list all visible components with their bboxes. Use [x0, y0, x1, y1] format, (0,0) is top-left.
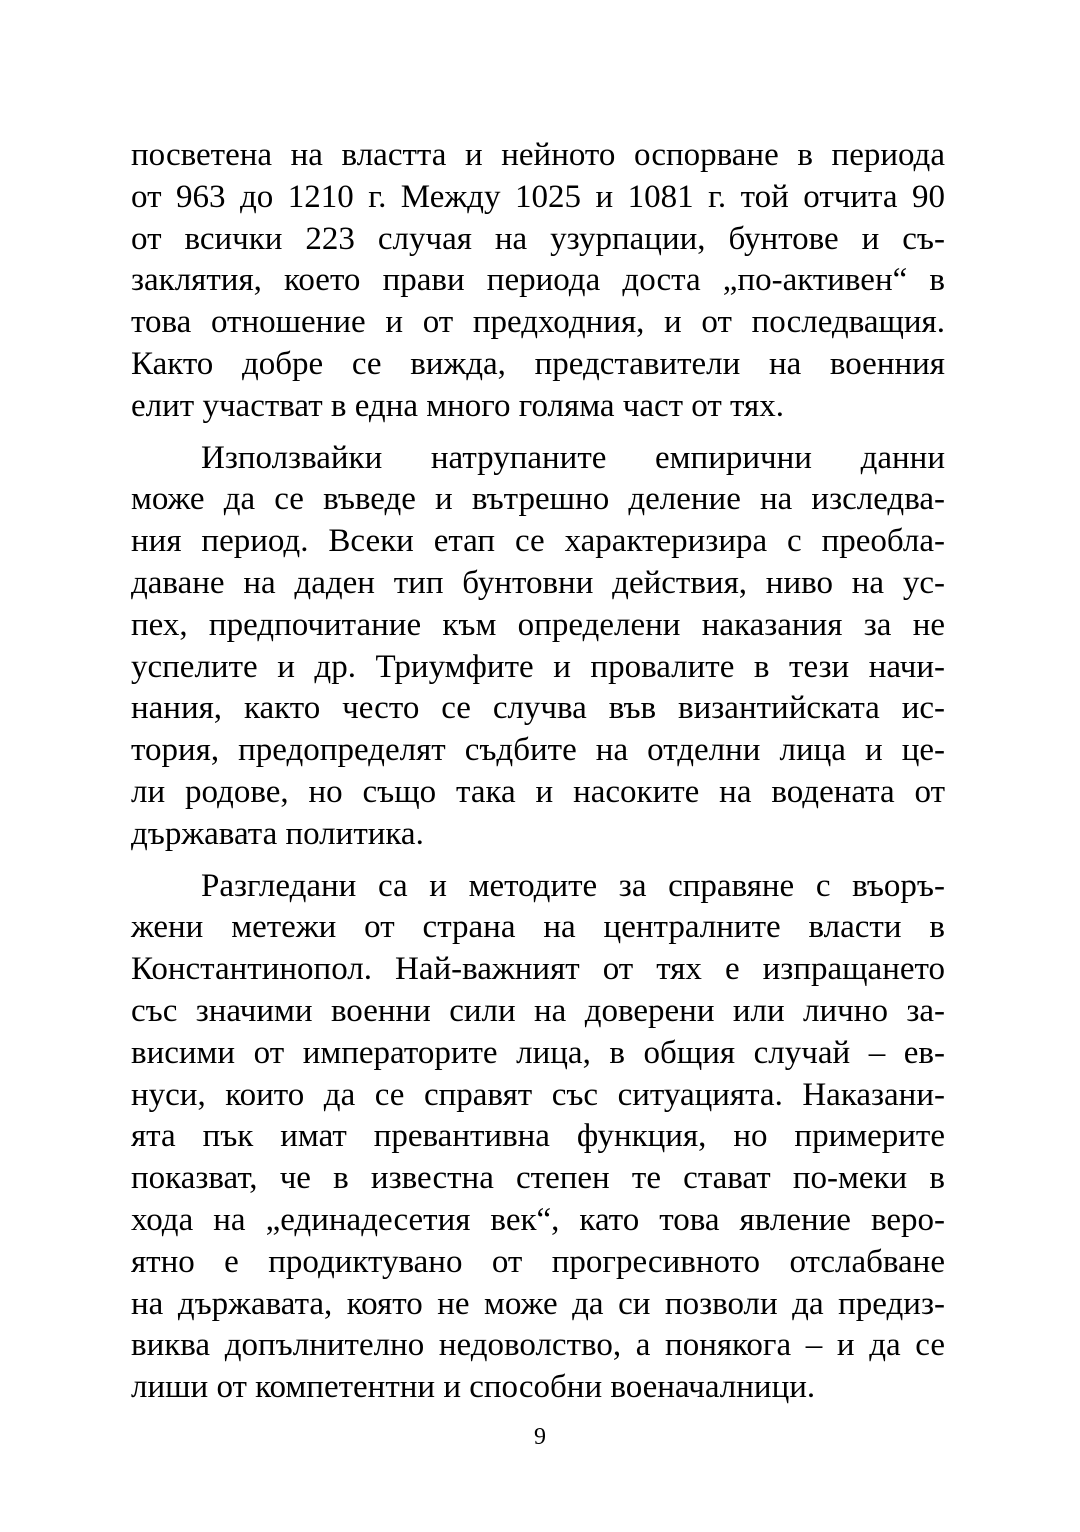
- text-line: Както добре се вижда, представители на военния: [131, 345, 945, 382]
- body-text: [131, 135, 945, 1409]
- text-line: висими от императорите лица, в общия случай – ев-: [131, 1034, 945, 1071]
- text-line: Разгледани са и методите за справяне с въоръ-: [201, 867, 945, 904]
- text-line: даване на даден тип бунтовни действия, ниво на ус-: [131, 564, 945, 601]
- text-line: нания, както често се случва във византийската ис-: [131, 690, 945, 727]
- text-line: ята пък имат превантивна функция, но примерите: [131, 1118, 945, 1155]
- text-line: държавата политика.: [131, 815, 424, 852]
- paragraph: [131, 438, 945, 856]
- text-line: от всички 223 случая на узурпации, бунтове и съ-: [131, 220, 945, 257]
- text-line: тория, предопределят съдбите на отделни лица и це-: [131, 732, 945, 769]
- text-line: посветена на властта и нейното оспорване в периода: [131, 137, 945, 173]
- text-line: хода на „единадесетия век“, като това явление веро-: [131, 1201, 945, 1238]
- text-line: виква допълнително недоволство, а понякога – и да се: [131, 1327, 945, 1364]
- text-line: може да се въведе и вътрешно деление на изследва-: [131, 481, 945, 518]
- text-line: лиши от компетентни и способни военачалници.: [131, 1369, 816, 1406]
- text-line: от 963 до 1210 г. Между 1025 и 1081 г. той отчита 90: [131, 178, 945, 215]
- paragraph-gap: [131, 428, 945, 438]
- paragraph: [131, 135, 945, 428]
- text-line: успелите и др. Триумфите и провалите в тези начи-: [131, 648, 945, 685]
- text-line: Използвайки натрупаните емпирични данни: [201, 439, 945, 476]
- text-line: това отношение и от предходния, и от последващия.: [131, 304, 945, 341]
- text-line: ния период. Всеки етап се характеризира с преобла-: [131, 523, 945, 560]
- paragraph-gap: [131, 856, 945, 866]
- text-line: жени метежи от страна на централните власти в: [131, 909, 945, 946]
- text-line: показват, че в известна степен те стават по-меки в: [131, 1160, 945, 1197]
- text-line: на държавата, която не може да си позволи да предиз-: [131, 1285, 945, 1322]
- paragraph: [131, 866, 945, 1409]
- text-line: със значими военни сили на доверени или лично за-: [131, 992, 945, 1029]
- page-number: 9: [534, 1424, 546, 1450]
- text-line: заклятия, което прави периода доста „по-активен“ в: [131, 262, 945, 299]
- text-line: пех, предпочитание към определени наказания за не: [131, 606, 945, 643]
- text-line: Константинопол. Най-важният от тях е изпращането: [131, 951, 945, 988]
- text-line: ли родове, но също така и насоките на водената от: [131, 773, 945, 810]
- text-line: ятно е продиктувано от прогресивното отслабване: [131, 1243, 945, 1280]
- text-line: нуси, които да се справят със ситуацията. Наказани-: [131, 1076, 945, 1113]
- text-line: елит участват в една много голяма част от тях.: [131, 387, 784, 424]
